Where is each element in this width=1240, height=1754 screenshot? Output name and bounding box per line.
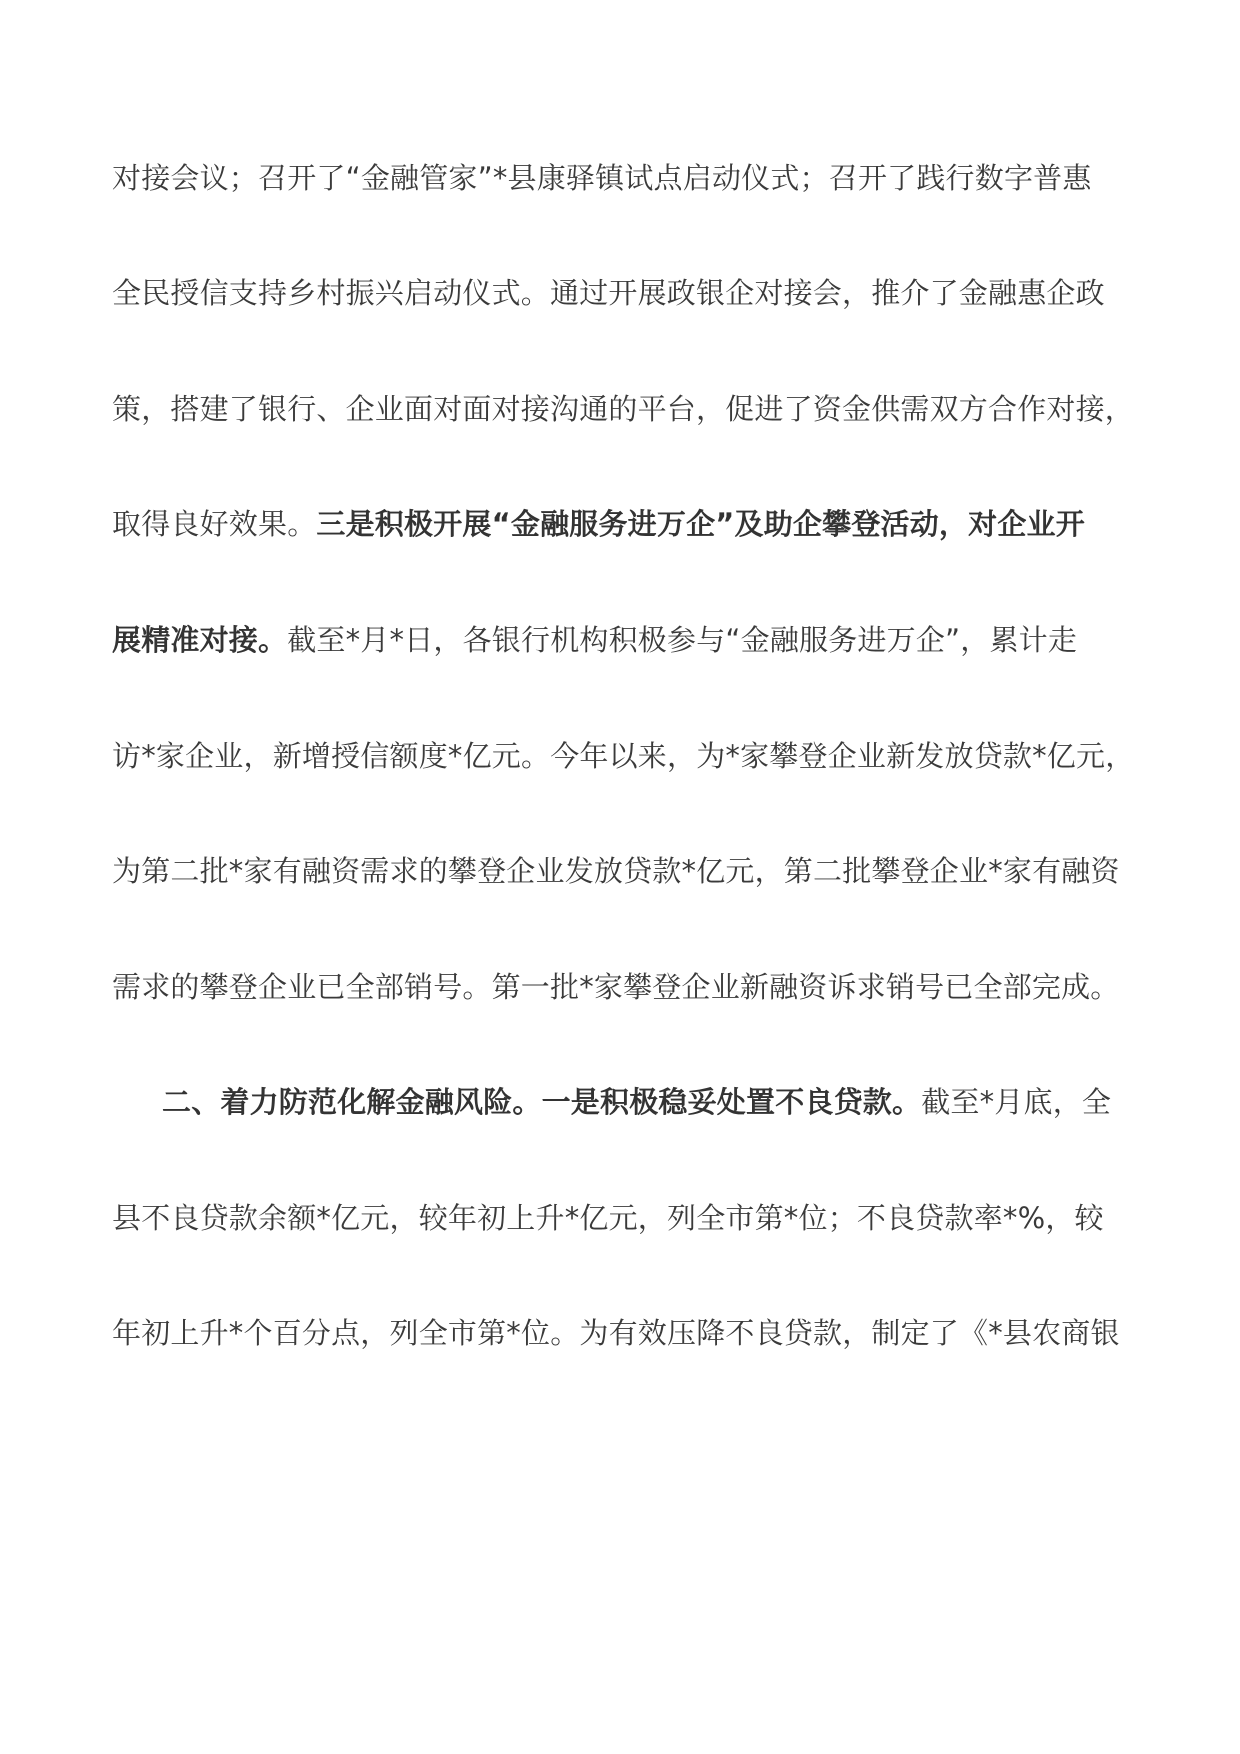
line-text: 对接会议；召开了“金融管家”*县康驿镇试点启动仪式；召开了践行数字普惠 <box>112 161 1092 195</box>
line-text: 为第二批*家有融资需求的攀登企业发放贷款*亿元，第二批攀登企业*家有融资 <box>112 854 1120 888</box>
paragraph-line-10 <box>112 1198 1152 1238</box>
paragraph-line-5 <box>112 620 1152 660</box>
paragraph-line-11 <box>112 1313 1152 1353</box>
paragraph-line-1 <box>112 158 1152 198</box>
bold-heading-text: 三是积极开展“金融服务进万企”及助企攀登活动，对企业开 <box>316 507 1085 541</box>
line-text: 取得良好效果。 <box>112 507 317 541</box>
line-text: 策，搭建了银行、企业面对面对接沟通的平台，促进了资金供需双方合作对接， <box>112 392 1135 426</box>
paragraph-line-8 <box>112 967 1152 1007</box>
paragraph-line-6 <box>112 736 1152 776</box>
line-text: 截至*月底，全 <box>921 1085 1112 1119</box>
section-heading-text: 二、着力防范化解金融风险。一是积极稳妥处置不良贷款。 <box>162 1085 922 1119</box>
paragraph-line-3 <box>112 389 1152 429</box>
line-text: 全民授信支持乡村振兴启动仪式。通过开展政银企对接会，推介了金融惠企政 <box>112 276 1105 310</box>
line-text: 访*家企业，新增授信额度*亿元。今年以来，为*家攀登企业新发放贷款*亿元， <box>112 739 1135 773</box>
bold-heading-text: 展精准对接。 <box>112 623 288 657</box>
paragraph-line-4 <box>112 504 1152 544</box>
line-text: 需求的攀登企业已全部销号。第一批*家攀登企业新融资诉求销号已全部完成。 <box>112 970 1120 1004</box>
paragraph-line-2 <box>112 273 1152 313</box>
paragraph-line-7 <box>112 851 1152 891</box>
line-text: 年初上升*个百分点，列全市第*位。为有效压降不良贷款，制定了《*县农商银 <box>112 1316 1120 1350</box>
line-text: 截至*月*日，各银行机构积极参与“金融服务进万企”，累计走 <box>287 623 1078 657</box>
paragraph-line-9 <box>162 1082 1202 1122</box>
line-text: 县不良贷款余额*亿元，较年初上升*亿元，列全市第*位；不良贷款率*%，较 <box>112 1201 1104 1235</box>
